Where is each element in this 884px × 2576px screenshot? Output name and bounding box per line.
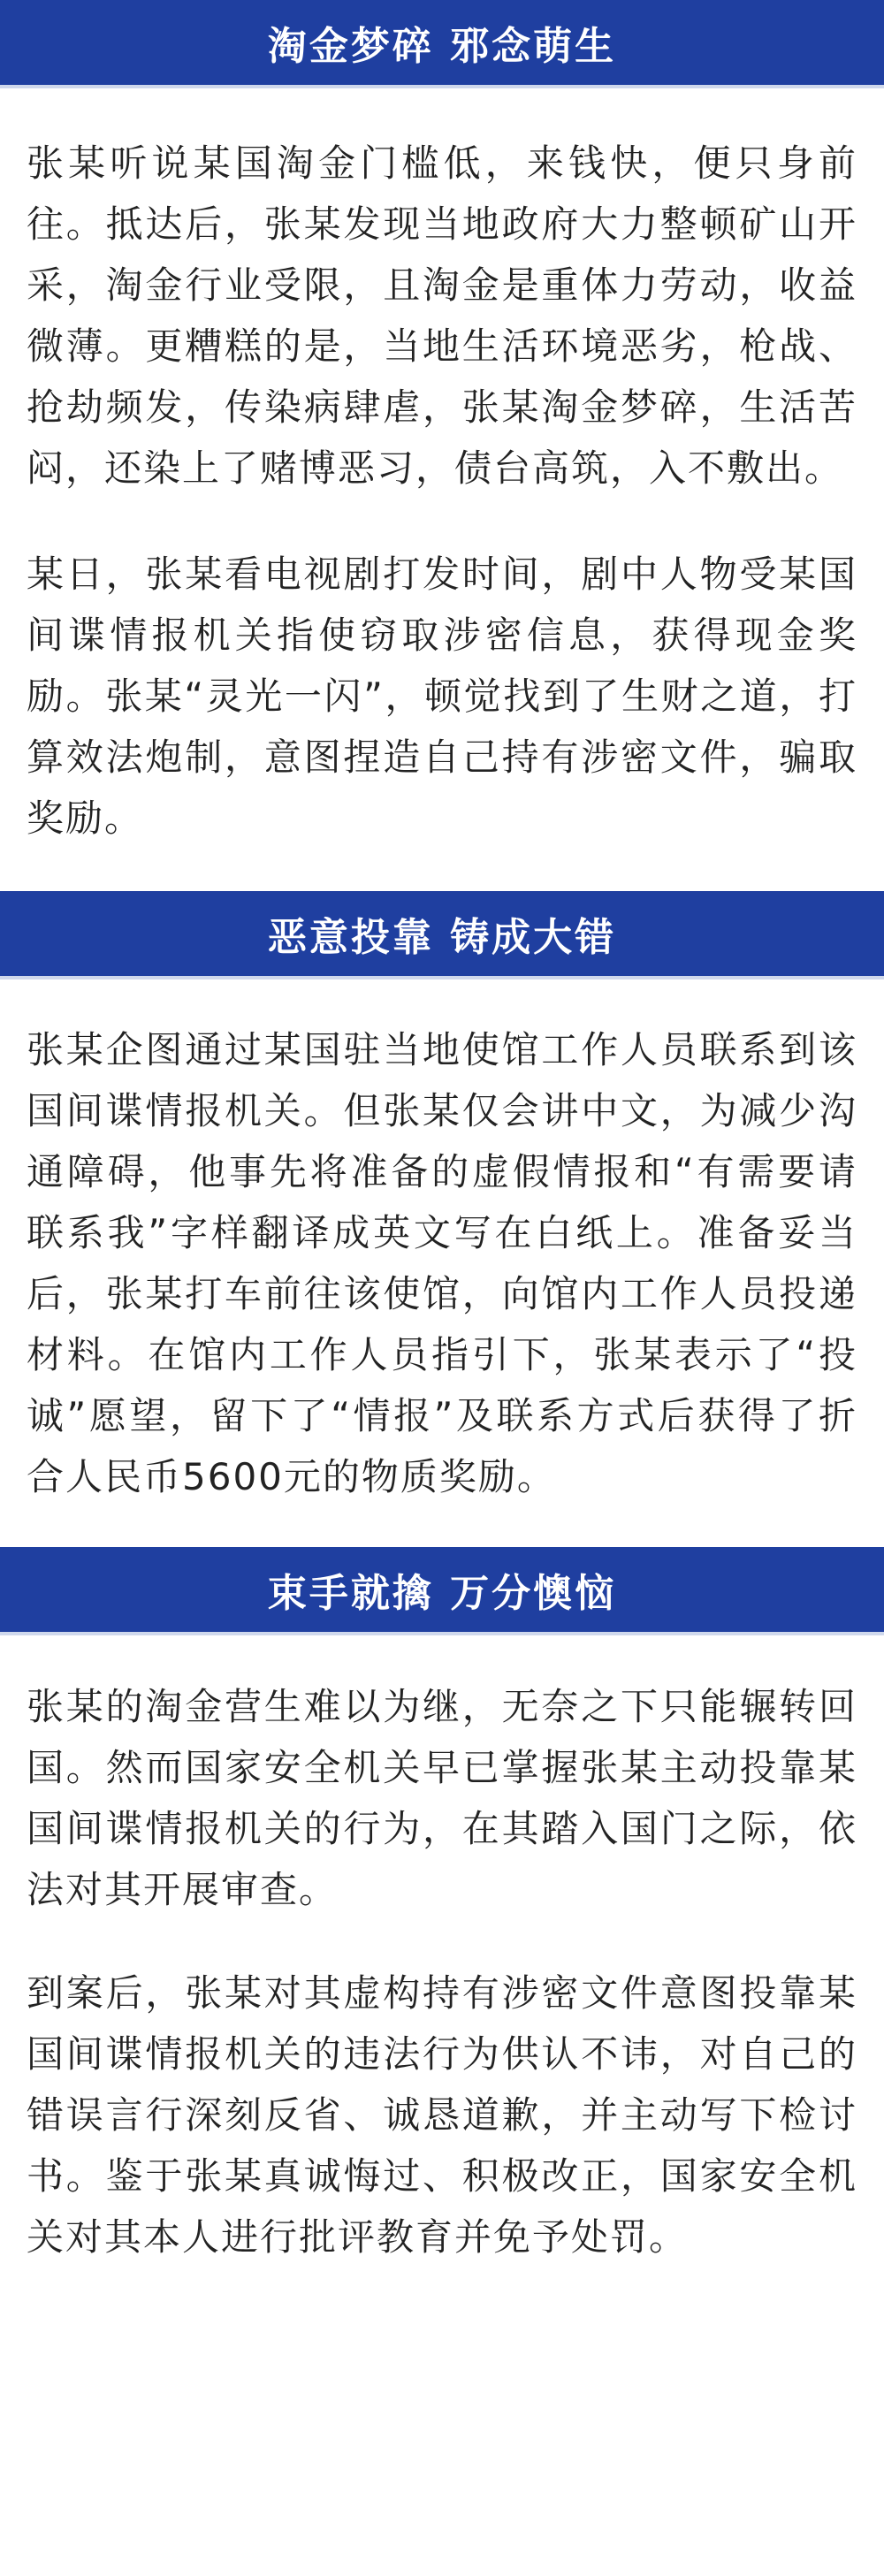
section-header-2 xyxy=(0,891,884,979)
paragraph-4: 张某的淘金营生难以为继，无奈之下只能辗转回国。然而国家安全机关早已掌握张某主动投靠某国间谍情报机关的行为，在其踏入国门之际，依法对其开展审查。 xyxy=(27,1685,857,1911)
paragraph-5: 到案后，张某对其虚构持有涉密文件意图投靠某国间谍情报机关的违法行为供认不讳，对自己的错误言行深刻反省、诚恳道歉，并主动写下检讨书。鉴于张某真诚悔过、积极改正，国家安全机关对其本人进行批评教育并免予处罚。 xyxy=(27,1971,857,2259)
section-body-1 xyxy=(0,133,884,849)
section-body-2 xyxy=(0,1019,884,1507)
section-header-1 xyxy=(0,0,884,88)
paragraph-2: 某日，张某看电视剧打发时间，剧中人物受某国间谍情报机关指使窃取涉密信息，获得现金奖励。张某“灵光一闪”，顿觉找到了生财之道，打算效法炮制，意图捏造自己持有涉密文件，骗取奖励。 xyxy=(27,553,857,840)
paragraph-1: 张某听说某国淘金门槛低，来钱快，便只身前往。抵达后，张某发现当地政府大力整顿矿山开采，淘金行业受限，且淘金是重体力劳动，收益微薄。更糟糕的是，当地生活环境恶劣，枪战、抢劫频发，传染病肆虐，张某淘金梦碎，生活苦闷，还染上了赌博恶习，债台高筑，入不敷出。 xyxy=(27,141,857,490)
section-body-3 xyxy=(0,1676,884,2267)
section-header-3 xyxy=(0,1547,884,1635)
section-title-1: 淘金梦碎 邪念萌生 xyxy=(267,24,617,69)
section-title-3: 束手就擒 万分懊恼 xyxy=(267,1571,617,1616)
section-title-2: 恶意投靠 铸成大错 xyxy=(267,915,617,960)
paragraph-3: 张某企图通过某国驻当地使馆工作人员联系到该国间谍情报机关。但张某仅会讲中文，为减少沟通障碍，他事先将准备的虚假情报和“有需要请联系我”字样翻译成英文写在白纸上。准备妥当后，张某打车前往该使馆，向馆内工作人员投递材料。在馆内工作人员指引下，张某表示了“投诚”愿望，留下了“情报”及联系方式后获得了折合人民币5600元的物质奖励。 xyxy=(27,1028,857,1498)
